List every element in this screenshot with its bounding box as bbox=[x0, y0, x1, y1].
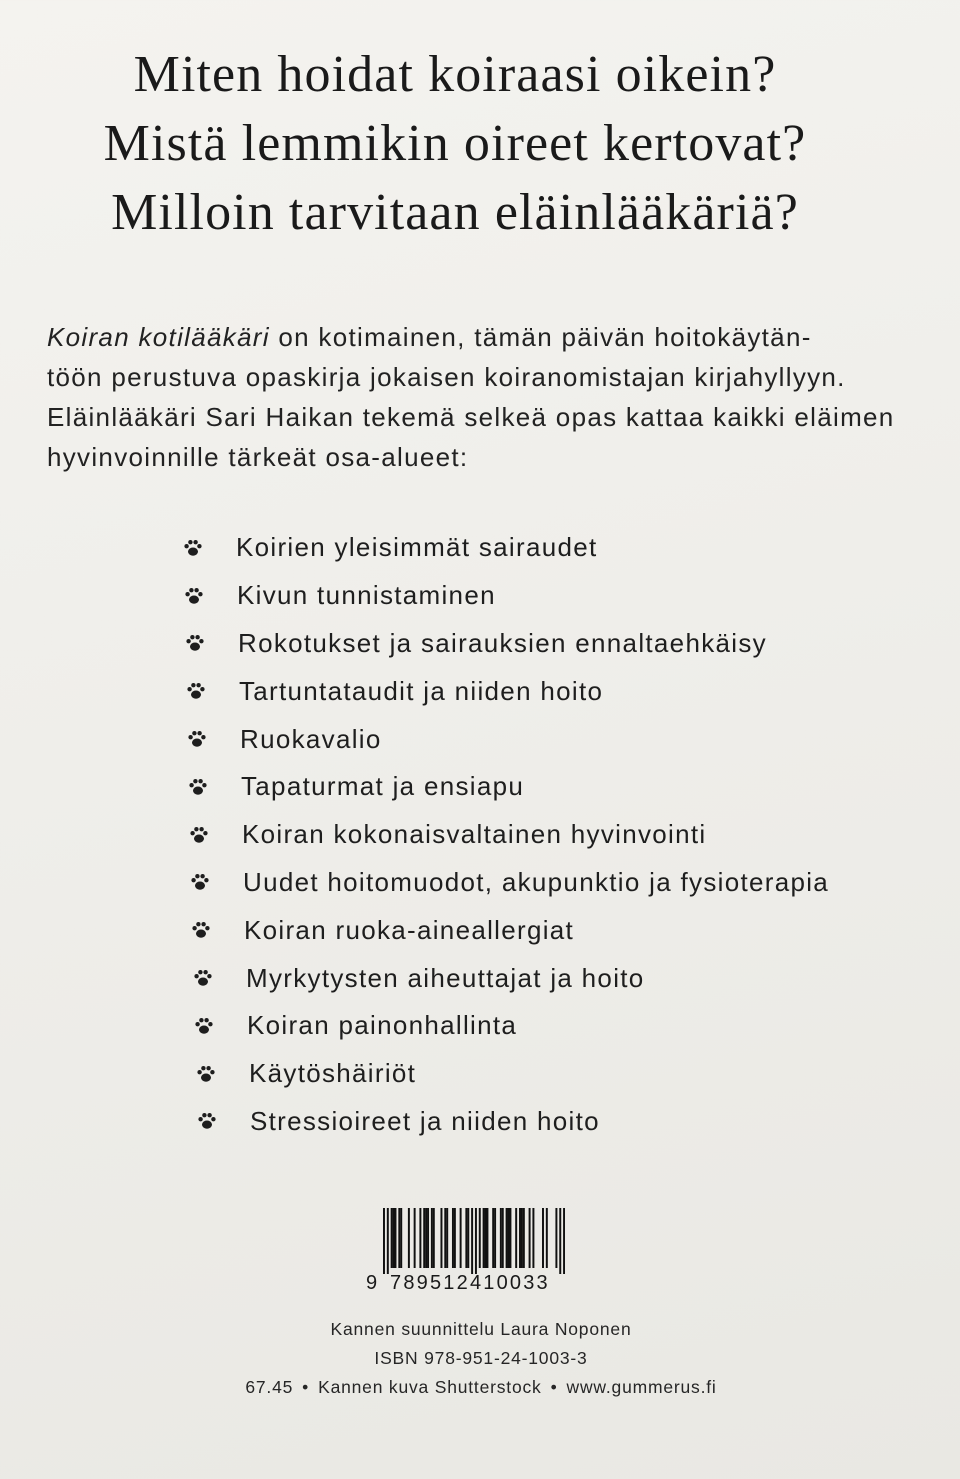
list-item-label: Ruokavalio bbox=[240, 723, 382, 754]
intro-line: Eläinlääkäri Sari Haikan tekemä selkeä opas kattaa kaikki eläimen bbox=[47, 402, 895, 432]
list-item bbox=[194, 1002, 829, 1050]
barcode-bar bbox=[408, 1208, 410, 1268]
barcode-bar bbox=[391, 1208, 393, 1268]
list-item-label: Kivun tunnistaminen bbox=[237, 580, 496, 611]
isbn: ISBN 978-951-24-1003-3 bbox=[374, 1348, 588, 1368]
paw-icon bbox=[191, 920, 211, 940]
barcode-bar bbox=[398, 1208, 400, 1268]
paw-icon bbox=[189, 825, 209, 845]
barcode-bar bbox=[387, 1208, 389, 1274]
book-title-italic: Koiran kotilääkäri bbox=[47, 322, 270, 352]
barcode-bar bbox=[559, 1208, 561, 1274]
list-item bbox=[193, 954, 829, 1002]
barcode-bar bbox=[425, 1208, 427, 1268]
barcode-number bbox=[0, 1271, 960, 1295]
barcode-bar bbox=[465, 1208, 467, 1268]
barcode-bar bbox=[431, 1208, 433, 1268]
barcode-bar bbox=[394, 1208, 396, 1268]
barcode-bar bbox=[546, 1208, 548, 1268]
barcode-bar bbox=[529, 1208, 531, 1268]
intro-line-text: on kotimainen, tämän päivän hoitokäytän- bbox=[269, 322, 812, 352]
barcode bbox=[383, 1206, 565, 1274]
list-item-label: Käytöshäiriöt bbox=[249, 1058, 417, 1089]
barcode-bar bbox=[414, 1208, 416, 1268]
barcode-bar bbox=[555, 1208, 557, 1268]
intro-line bbox=[47, 317, 895, 357]
barcode-bar bbox=[486, 1208, 488, 1268]
barcode-bar bbox=[444, 1208, 446, 1268]
barcode-bar bbox=[423, 1208, 425, 1268]
barcode-bar bbox=[454, 1208, 456, 1268]
list-item-label: Myrkytysten aiheuttajat ja hoito bbox=[246, 962, 645, 993]
list-item bbox=[188, 763, 829, 811]
barcode-bar bbox=[460, 1208, 462, 1268]
paw-icon bbox=[187, 729, 207, 749]
list-item bbox=[190, 859, 829, 907]
barcode-bar bbox=[393, 1208, 395, 1268]
barcode-bar bbox=[509, 1208, 511, 1268]
headline bbox=[0, 40, 910, 247]
list-item bbox=[197, 1098, 829, 1146]
intro-paragraph bbox=[47, 317, 895, 477]
barcode-bar bbox=[532, 1208, 534, 1268]
intro-line: hyvinvoinnille tärkeät osa-alueet: bbox=[47, 442, 469, 472]
barcode-bar bbox=[508, 1208, 510, 1268]
list-item bbox=[184, 572, 829, 620]
barcode-bar bbox=[506, 1208, 508, 1268]
barcode-bar bbox=[485, 1208, 487, 1268]
list-item-label: Koiran painonhallinta bbox=[247, 1010, 518, 1041]
paw-icon bbox=[197, 1111, 217, 1131]
list-item-label: Koirien yleisimmät sairaudet bbox=[236, 532, 598, 563]
paw-icon bbox=[185, 633, 205, 653]
paw-icon bbox=[193, 968, 213, 988]
barcode-bar bbox=[433, 1208, 435, 1268]
list-item-label: Koiran kokonaisvaltainen hyvinvointi bbox=[242, 819, 707, 850]
list-item bbox=[185, 620, 829, 668]
barcode-bar bbox=[483, 1208, 485, 1268]
paw-icon bbox=[190, 872, 210, 892]
list-item bbox=[189, 811, 829, 859]
barcode-bar bbox=[471, 1208, 473, 1274]
barcode-bar bbox=[427, 1208, 429, 1268]
list-item-label: Tartuntataudit ja niiden hoito bbox=[239, 675, 604, 706]
paw-icon bbox=[188, 777, 208, 797]
headline-line: Miten hoidat koiraasi oikein? bbox=[133, 46, 777, 103]
list-item bbox=[187, 715, 829, 763]
barcode-bar bbox=[563, 1208, 565, 1274]
paw-icon bbox=[183, 538, 203, 558]
price-code: 67.45 bbox=[245, 1377, 294, 1397]
list-item-label: Stressioireet ja niiden hoito bbox=[250, 1105, 600, 1136]
barcode-bar bbox=[467, 1208, 469, 1268]
paw-icon bbox=[184, 586, 204, 606]
topic-list bbox=[0, 524, 829, 1145]
list-item bbox=[196, 1050, 829, 1098]
list-item bbox=[186, 667, 829, 715]
barcode-bar bbox=[446, 1208, 448, 1268]
barcode-bar bbox=[519, 1208, 521, 1268]
bullet-separator: • bbox=[550, 1377, 558, 1397]
barcode-bar bbox=[542, 1208, 544, 1268]
barcode-first-digit: 9 bbox=[366, 1272, 378, 1294]
barcode-bar bbox=[479, 1208, 481, 1268]
barcode-bar bbox=[419, 1208, 421, 1268]
barcode-bar bbox=[440, 1208, 442, 1268]
list-item bbox=[183, 524, 829, 572]
cover-photo-credit: Kannen kuva Shutterstock bbox=[318, 1377, 542, 1397]
barcode-bar bbox=[523, 1208, 525, 1268]
paw-icon bbox=[186, 681, 206, 701]
barcode-bar bbox=[475, 1208, 477, 1274]
list-item-label: Uudet hoitomuodot, akupunktio ja fysioterapia bbox=[243, 866, 830, 897]
paw-icon bbox=[196, 1064, 216, 1084]
list-item bbox=[191, 906, 829, 954]
paw-icon bbox=[194, 1016, 214, 1036]
barcode-bar bbox=[494, 1208, 496, 1268]
list-item-label: Rokotukset ja sairauksien ennaltaehkäisy bbox=[238, 627, 767, 658]
barcode-digits: 789512410033 bbox=[390, 1272, 550, 1294]
bullet-separator: • bbox=[302, 1377, 310, 1397]
publisher-website: www.gummerus.fi bbox=[566, 1377, 717, 1397]
list-item-label: Koiran ruoka-aineallergiat bbox=[244, 914, 575, 945]
publisher-line bbox=[0, 1373, 960, 1402]
credits bbox=[0, 1315, 960, 1402]
headline-line: Mistä lemmikin oireet kertovat? bbox=[103, 115, 807, 172]
barcode-bar bbox=[400, 1208, 402, 1268]
intro-line: töön perustuva opaskirja jokaisen koiranomistajan kirjahyllyyn. bbox=[47, 362, 846, 392]
headline-line: Milloin tarvitaan eläinlääkäriä? bbox=[111, 184, 799, 241]
barcode-bar bbox=[502, 1208, 504, 1268]
barcode-bar bbox=[492, 1208, 494, 1268]
barcode-bar bbox=[452, 1208, 454, 1268]
cover-design-credit: Kannen suunnittelu Laura Noponen bbox=[330, 1319, 632, 1339]
barcode-bar bbox=[515, 1208, 517, 1268]
list-item-label: Tapaturmat ja ensiapu bbox=[241, 771, 525, 802]
barcode-bar bbox=[383, 1208, 385, 1274]
barcode-bar bbox=[500, 1208, 502, 1268]
barcode-bar bbox=[521, 1208, 523, 1268]
